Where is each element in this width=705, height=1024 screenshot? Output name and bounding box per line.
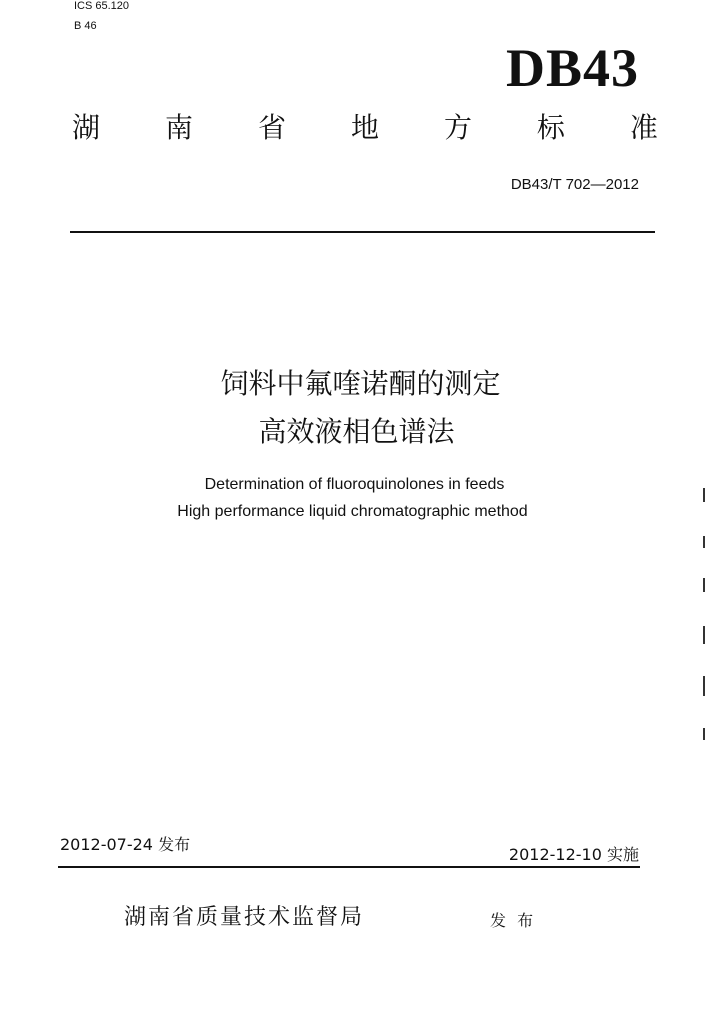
title-cn-line2: 高效液相色谱法: [258, 415, 455, 448]
standard-number: DB43/T 702—2012: [510, 176, 639, 193]
standard-type-char: 准: [629, 111, 658, 144]
ics-code: ICS 65.120: [74, 0, 130, 12]
publish-label: 发 布: [490, 911, 537, 930]
title-cn-line1: 饲料中氟喹诺酮的测定: [220, 367, 501, 400]
standard-type-char: 省: [257, 111, 286, 144]
standard-type-char: 方: [443, 111, 472, 144]
implementation-date: 2012-12-10 实施: [508, 845, 639, 864]
footer-divider: [58, 866, 640, 868]
db43-logo: DB43: [505, 38, 639, 98]
title-en-line2: High performance liquid chromatographic method: [177, 503, 528, 520]
classification-code: B 46: [74, 20, 97, 32]
standard-type-heading: [72, 108, 658, 148]
header-divider: [70, 231, 655, 233]
standard-type-char: 地: [350, 111, 379, 144]
standard-type-char: 湖: [72, 111, 101, 144]
standard-type-char: 标: [536, 111, 565, 144]
issuing-authority: 湖南省质量技术监督局: [124, 905, 365, 930]
title-en-line1: Determination of fluoroquinolones in feeds: [204, 476, 505, 493]
standard-type-char: 南: [164, 111, 193, 144]
issue-date: 2012-07-24 发布: [60, 835, 191, 854]
